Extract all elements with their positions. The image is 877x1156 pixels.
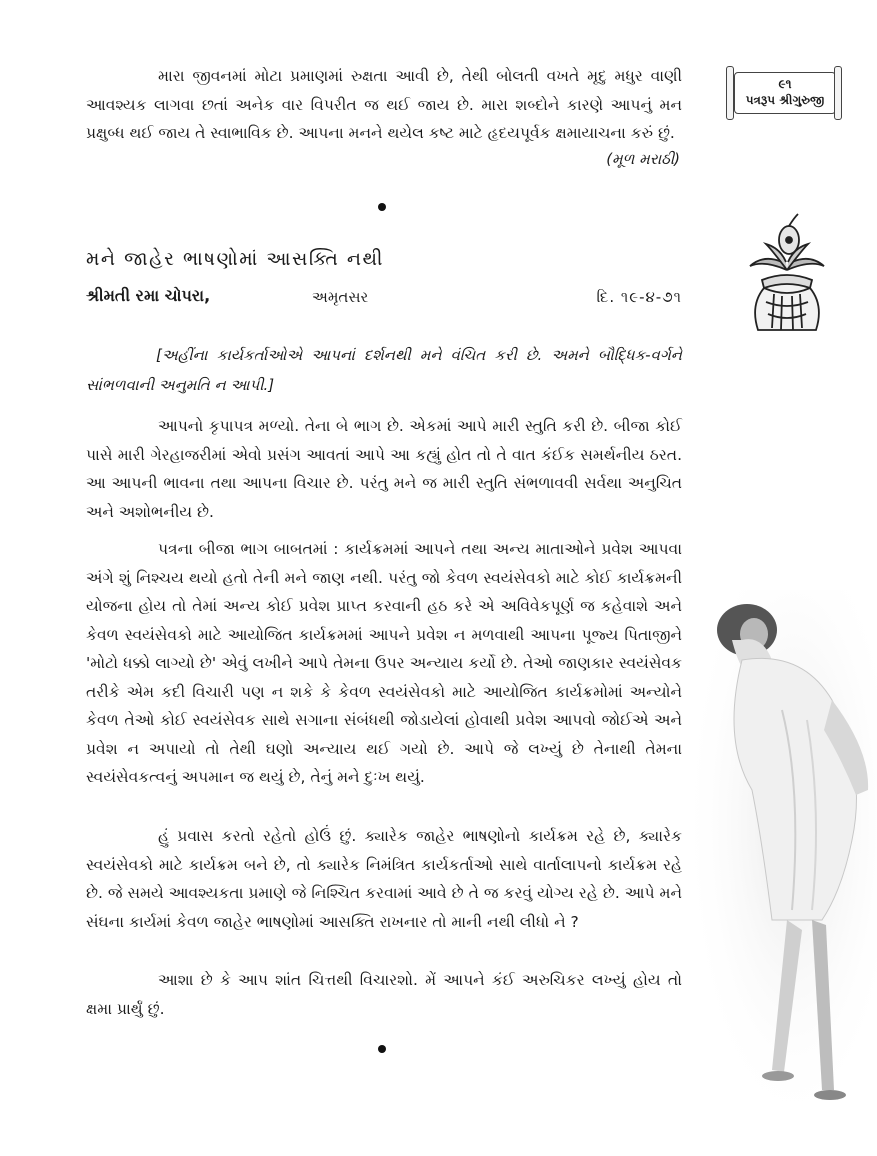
separator-dot — [378, 1045, 386, 1053]
letter-heading: મને જાહેર ભાષણોમાં આસક્તિ નથી — [86, 248, 384, 270]
paragraph-text: હું પ્રવાસ કરતો રહેતો હોઉં છું. ક્યારેક જાહેર ભાષણોનો કાર્યક્રમ રહે છે, ક્યારેક સ્વયંસેવકો માટે કાર્યક્રમ બને છે, તો ક્યારેક નિમંત્રિત કાર્યકર્તાઓ સાથે વાર્તાલાપનો કાર્યક્રમ રહે છે. જે સમયે આવશ્યકતા પ્રમાણે જે નિશ્ચિત કરવામાં આવે છે તે જ કરવું યોગ્ય રહે છે. આપે મને સંઘના કાર્યમાં કેવળ જાહેર ભાષણોમાં આસક્તિ રાખનાર તો માની નથી લીધો ને ? — [86, 827, 682, 931]
letter-paragraph — [86, 535, 682, 792]
scroll-rod-right — [834, 66, 842, 120]
source-note: (મૂળ મરાઠી) — [606, 150, 680, 168]
recipient-row — [86, 286, 682, 314]
separator-dot — [378, 203, 386, 211]
paragraph-text: આશા છે કે આપ શાંત ચિત્તથી વિચારશો. મેં આપને કંઈ અરુચિકર લખ્યું હોય તો ક્ષમા પ્રાર્થું છું. — [86, 971, 682, 1018]
walking-figure-photo — [692, 590, 877, 1110]
figure-image — [692, 590, 877, 1110]
kalash-illustration — [744, 210, 830, 335]
editor-note: [અહીંના કાર્યકર્તાઓએ આપનાં દર્શનથી મને વંચિત કરી છે. અમને બૌદ્ધિક-વર્ગને સાંભળવાની અનુમતિ ન આપી.] — [86, 346, 682, 394]
kalash-icon — [744, 210, 830, 335]
letter-paragraph — [86, 412, 682, 526]
letter-date: દિ. ૧૯-૪-૭૧ — [596, 288, 682, 306]
recipient-city: અમૃતસર — [312, 288, 369, 306]
scroll-body — [734, 72, 836, 114]
paragraph-text: આપનો કૃપાપત્ર મળ્યો. તેના બે ભાગ છે. એકમાં આપે મારી સ્તુતિ કરી છે. બીજા કોઈ પાસે મારી ગેરહાજરીમાં એવો પ્રસંગ આવતાં આપે આ કહ્યું હોત તો તે વાત કંઈક સમર્થનીય ઠરત. આ આપની ભાવના તથા આપના વિચાર છે. પરંતુ મને જ મારી સ્તુતિ સંભળાવવી સર્વથા અનુચિત અને અશોભનીય છે. — [86, 417, 682, 521]
scroll-rod-left — [726, 66, 734, 120]
page-number: ૯૧ — [778, 77, 792, 91]
recipient-name: શ્રીમતી રમા ચોપરા, — [86, 286, 211, 305]
page-label-scroll — [726, 66, 842, 118]
section-title: પત્રરૂપ શ્રીગુરુજી — [745, 93, 825, 107]
top-paragraph — [86, 62, 682, 148]
letter-paragraph — [86, 966, 682, 1023]
letter-paragraph — [86, 822, 682, 936]
top-paragraph-text: મારા જીવનમાં મોટા પ્રમાણમાં રુક્ષતા આવી છે, તેથી બોલતી વખતે મૃદુ મધુર વાણી આવશ્યક લાગવા છતાં અનેક વાર વિપરીત જ થઈ જાય છે. મારા શબ્દોને કારણે આપનું મન પ્રક્ષુબ્ધ થઈ જાય તે સ્વાભાવિક છે. આપના મનને થયેલ કષ્ટ માટે હૃદયપૂર્વક ક્ષમાયાચના કરું છું. — [86, 67, 682, 142]
paragraph-text: પત્રના બીજા ભાગ બાબતમાં : કાર્યક્રમમાં આપને તથા અન્ય માતાઓને પ્રવેશ આપવા અંગે શું નિશ્ચય થયો હતો તેની મને જાણ નથી. પરંતુ જો કેવળ સ્વયંસેવકો માટે કોઈ કાર્યક્રમની યોજના હોય તો તેમાં અન્ય કોઈ પ્રવેશ પ્રાપ્ત કરવાની હઠ કરે એ અવિવેકપૂર્ણ જ કહેવાશે અને કેવળ સ્વયંસેવકો માટે આયોજિત કાર્યક્રમમાં આપને પ્રવેશ ન મળવાથી આપના પૂજ્ય પિતાજીને 'મોટો ધક્કો લાગ્યો છે' એવું લખીને આપે તેમના ઉપર અન્યાય કર્યો છે. તેઓ જાણકાર સ્વયંસેવક તરીકે એમ કદી વિચારી પણ ન શકે કે કેવળ સ્વયંસેવકો માટે આયોજિત કાર્યક્રમોમાં અન્યોને કેવળ તેઓ કોઈ સ્વયંસેવક સાથે સગાના સંબંધથી જોડાયેલાં હોવાથી પ્રવેશ આપવો જોઈએ અને પ્રવેશ ન અપાયો તો તેથી ઘણો અન્યાય થઈ ગયો છે. આપે જે લખ્યું છે તેનાથી તેમના સ્વયંસેવકત્વનું અપમાન જ થયું છે, તેનું મને દુઃખ થયું. — [86, 540, 682, 786]
